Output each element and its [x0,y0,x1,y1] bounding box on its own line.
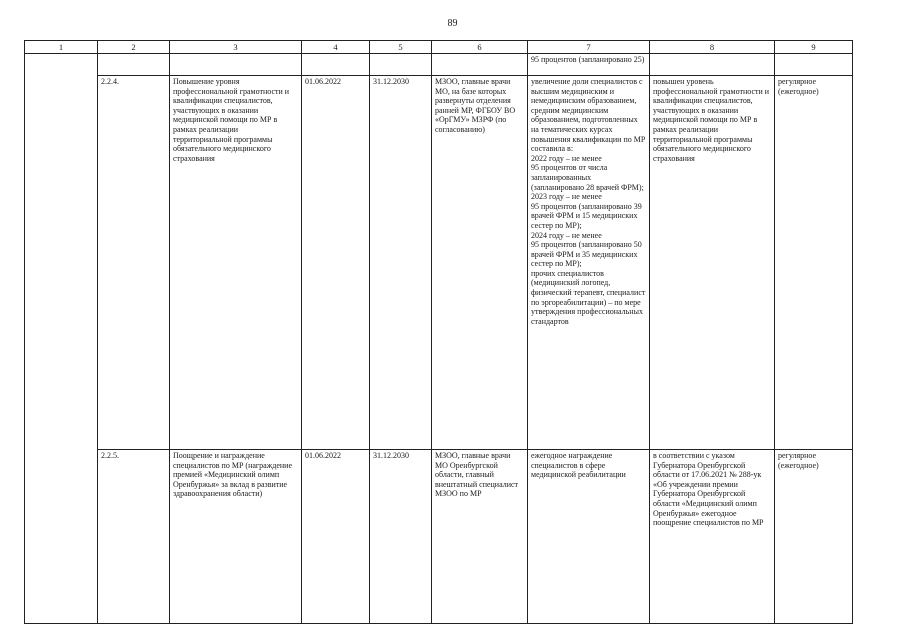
continuation-row [25,54,853,76]
item-name: Повышение уровня профессиональной грамотности и квалификации специалистов, участвующих в оказании медицинской помощи по МР в рамках реализации территориальной программы обязательного медицинского страхования [170,76,302,450]
column-header: 4 [302,41,370,54]
column-header: 9 [775,41,853,54]
indicator-cell: увеличение доли специалистов с высшим медицинским и немедицинским образованием, средним медицинским образованием, подготовленных на тематических курсах повышения квалификации по МР составила в: 2022 году – не менее 95 процентов от числа запланированных (запланировано 28 врачей ФРМ); 2023 году – не менее 95 процентов (запланировано 39 врачей ФРМ и 15 медицинских сестер по МР); 2024 году – не менее 95 процентов (запланировано 50 врачей ФРМ и 35 медицинских сестер по МР); прочих специалистов (медицинский логопед, физический терапевт, специалист по эргореабилитации) – по мере утверждения профессиональных стандартов [528,76,650,450]
frequency-cell: регулярное (ежегодное) [775,76,853,450]
column-header: 1 [25,41,98,54]
column-header: 8 [650,41,775,54]
table-cell [98,54,170,76]
page-number: 89 [447,18,458,29]
table-header-row [25,41,853,54]
table-cell [650,54,775,76]
executors: МЗОО, главные врачи МО, на базе которых развернуты отделения ранней МР, ФГБОУ ВО «ОрГМУ» МЗРФ (по согласованию) [432,76,528,450]
table-cell [170,54,302,76]
table-row [25,76,853,450]
column-header: 6 [432,41,528,54]
item-name: Поощрение и награждение специалистов по МР (награждение премией «Медицинский олимп Оренбуржья» за вклад в развитие здравоохранения области) [170,450,302,624]
frequency-cell: регулярное (ежегодное) [775,450,853,624]
start-date: 01.06.2022 [302,76,370,450]
indicator-cell: 95 процентов (запланировано 25) [528,54,650,76]
item-number: 2.2.5. [98,450,170,624]
end-date: 31.12.2030 [370,450,432,624]
executors: МЗОО, главные врачи МО Оренбургской области, главный внештатный специалист МЗОО по МР [432,450,528,624]
item-number: 2.2.4. [98,76,170,450]
result-cell: в соответствии с указом Губернатора Оренбургской области от 17.06.2021 № 288-ук «Об учреждении премии Губернатора Оренбургской области «Медицинский олимп Оренбуржья» ежегодное поощрение специалистов по МР [650,450,775,624]
column-header: 7 [528,41,650,54]
end-date: 31.12.2030 [370,76,432,450]
table-cell [775,54,853,76]
column-header: 3 [170,41,302,54]
table-cell [25,54,98,624]
table-cell [302,54,370,76]
column-header: 5 [370,41,432,54]
start-date: 01.06.2022 [302,450,370,624]
table-row [25,450,853,624]
document-table [24,40,853,624]
column-header: 2 [98,41,170,54]
indicator-cell: ежегодное награждение специалистов в сфере медицинской реабилитации [528,450,650,624]
result-cell: повышен уровень профессиональной грамотности и квалификации специалистов, участвующих в оказании медицинской помощи по МР в рамках реализации территориальной программы обязательного медицинского страхования [650,76,775,450]
table-cell [370,54,432,76]
table-cell [432,54,528,76]
